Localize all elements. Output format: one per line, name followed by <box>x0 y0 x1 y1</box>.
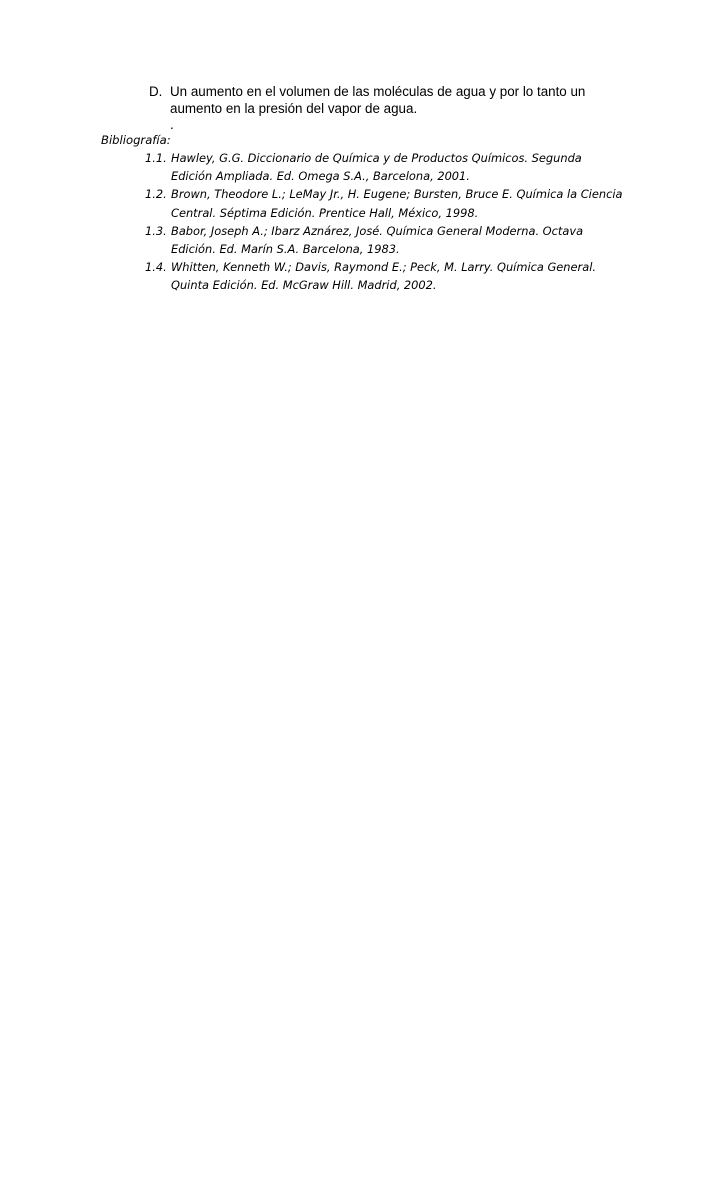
option-text <box>170 84 610 134</box>
entry-line: Hawley, G.G. Diccionario de Química y de Productos Químicos. Segunda <box>171 151 582 165</box>
entry-number: 1.4. <box>145 260 167 275</box>
option-text-line: aumento en la presión del vapor de agua. <box>170 100 418 116</box>
entry-line: Babor, Joseph A.; Ibarz Aznárez, José. Química General Moderna. Octava <box>171 223 584 238</box>
entry-line: Edición. Ed. Marín S.A. Barcelona, 1983. <box>171 242 400 257</box>
entry-line: Brown, Theodore L.; LeMay Jr., H. Eugene; Bursten, Bruce E. Química la Ciencia <box>171 187 623 202</box>
entry-line: Quinta Edición. Ed. McGraw Hill. Madrid, 2002. <box>171 278 437 293</box>
entry-number: 1.3. <box>145 223 167 238</box>
bibliography-entry <box>140 258 640 294</box>
option-text-line: . <box>170 117 174 132</box>
bibliography-list <box>140 149 640 295</box>
bibliography-entry <box>140 222 640 258</box>
bibliography-heading: Bibliografía: <box>101 133 171 147</box>
option-text-line: Un aumento en el volumen de las moléculas de agua y por lo tanto un <box>170 84 586 99</box>
entry-line: Central. Séptima Edición. Prentice Hall, México, 1998. <box>171 205 479 220</box>
bibliography-entry <box>140 149 640 185</box>
option-letter: D. <box>149 84 163 99</box>
entry-line: Edición Ampliada. Ed. Omega S.A., Barcelona, 2001. <box>171 169 470 184</box>
entry-line: Whitten, Kenneth W.; Davis, Raymond E.; Peck, M. Larry. Química General. <box>171 260 596 275</box>
entry-number: 1.2. <box>145 187 167 202</box>
entry-number: 1.1. <box>145 151 167 165</box>
bibliography-entry <box>140 185 640 221</box>
